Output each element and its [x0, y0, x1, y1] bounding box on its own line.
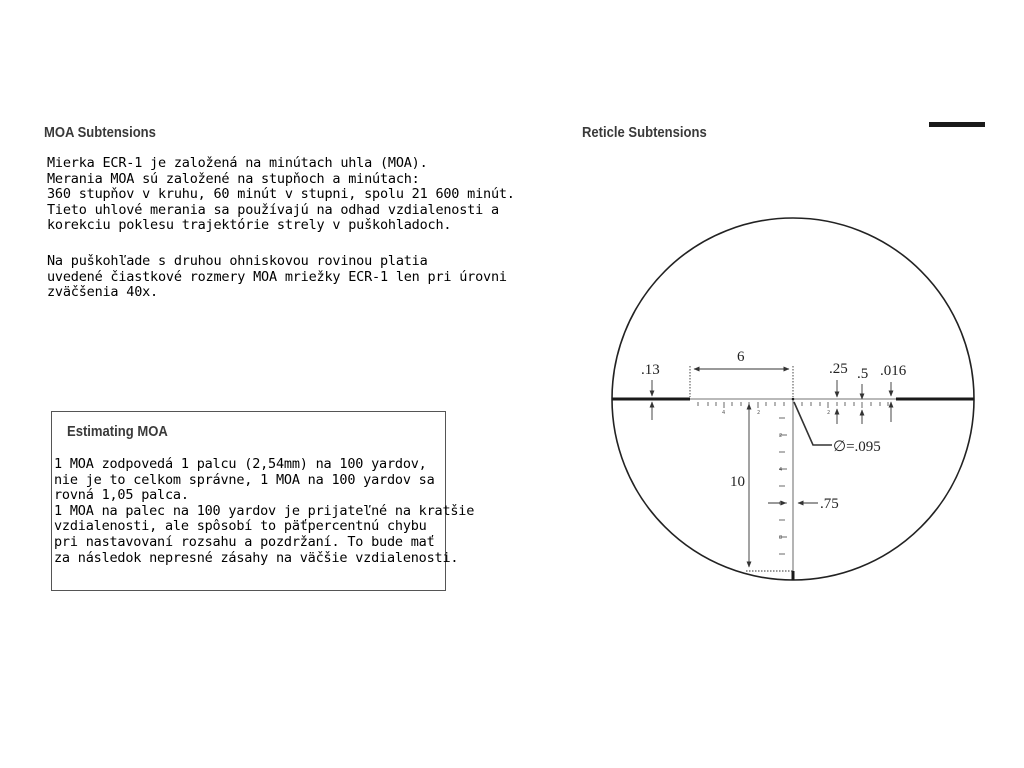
h-tick-label: 4 — [722, 410, 726, 416]
intro-line: korekciu poklesu trajektórie strely v puškohladoch. — [47, 217, 452, 234]
post-thickness-label: .13 — [641, 362, 660, 378]
center-dot — [792, 398, 795, 401]
line-width-label: .016 — [880, 363, 907, 379]
hash-spacing-label: .25 — [829, 361, 848, 377]
h-tick-label: 2 — [757, 410, 761, 416]
intro-line: Merania MOA sú založené na stupňoch a minútach: — [47, 170, 420, 187]
intro-line: zväčšenia 40x. — [47, 284, 158, 301]
horizontal-span-dimension — [690, 366, 793, 397]
h-tick-label: 2 — [827, 410, 831, 416]
estimate-line: rovná 1,05 palca. — [54, 487, 189, 504]
v-tick-label: 4 — [779, 467, 783, 473]
horizontal-hash-marks-right — [802, 402, 888, 408]
vertical-span-label: 10 — [730, 474, 745, 490]
dot-size-leader — [794, 402, 832, 445]
intro-line: Mierka ECR-1 je založená na minútach uhla (MOA). — [47, 155, 428, 171]
estimate-line: vzdialenosti, ale spôsobí to päťpercentnú chybu — [54, 518, 427, 535]
reticle-subtensions-heading: Reticle Subtensions — [582, 125, 707, 141]
estimate-line: 1 MOA zodpovedá 1 palcu (2,54mm) na 100 yardov, — [54, 456, 427, 472]
v-tick-label: 6 — [779, 501, 783, 507]
dot-size-label: ∅=.095 — [833, 439, 881, 455]
estimate-line: za následok nepresné zásahy na väčšie vzdialenosti. — [54, 549, 459, 566]
hash-height-label: .5 — [857, 366, 869, 382]
estimating-moa-heading: Estimating MOA — [67, 424, 168, 440]
vertical-hash-label: .75 — [820, 496, 839, 512]
moa-subtensions-heading: MOA Subtensions — [44, 125, 156, 141]
v-tick-label: 2 — [779, 433, 783, 439]
intro-line: Tieto uhlové merania sa používajú na odhad vzdialenosti a — [47, 201, 499, 218]
intro-line: Na puškohľade s druhou ohniskovou rovinou platia — [47, 253, 428, 269]
vertical-span-dimension — [746, 404, 793, 571]
estimate-line: nie je to celkom správne, 1 MOA na 100 yardov sa — [54, 471, 435, 488]
horizontal-hash-marks-left — [698, 402, 784, 408]
v-tick-label: 8 — [779, 535, 783, 541]
estimate-line: pri nastavovaní rozsahu a pozdržaní. To bude mať — [54, 533, 435, 550]
intro-line: 360 stupňov v kruhu, 60 minút v stupni, spolu 21 600 minút. — [47, 186, 515, 203]
intro-line: uvedené čiastkové rozmery MOA mriežky ECR-1 len pri úrovni — [47, 268, 507, 285]
horizontal-span-label: 6 — [737, 349, 745, 365]
estimate-line: 1 MOA na palec na 100 yardov je prijateľné na kratšie — [54, 502, 475, 519]
